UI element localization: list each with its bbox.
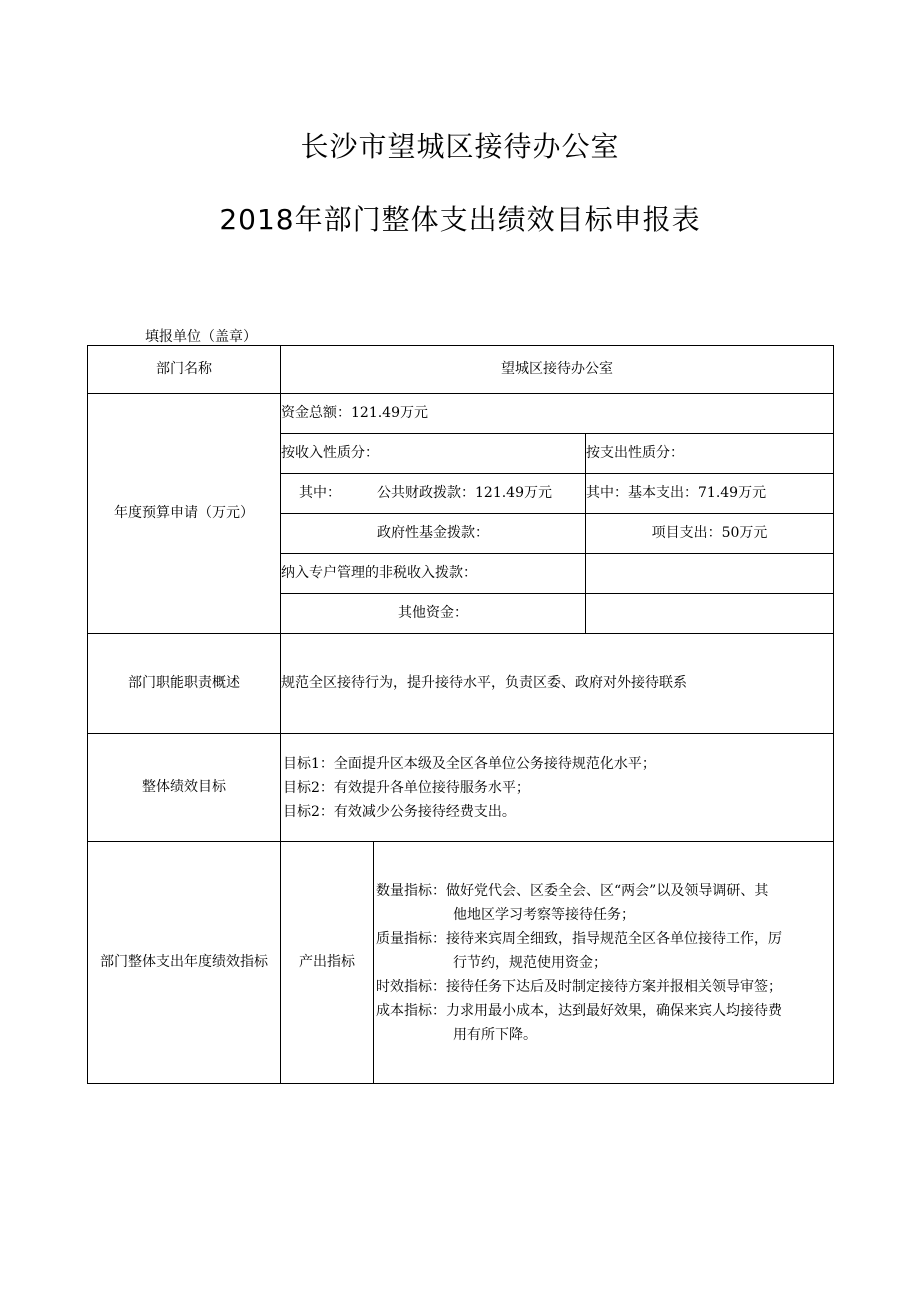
empty-cell-1 [586,554,834,594]
indicator-item-text-cont: 用有所下降。 [453,1026,537,1043]
other-funds: 其他资金： [281,594,586,634]
by-expense-label: 按支出性质分： [586,434,834,474]
by-income-label: 按收入性质分： [281,434,586,474]
indicator-item [376,975,829,999]
indicator-label: 部门整体支出年度绩效指标 [88,842,281,1084]
empty-cell-2 [586,594,834,634]
goal-list [281,734,834,842]
output-indicator-label: 产出指标 [281,842,374,1084]
performance-target-form [87,345,834,1084]
budget-label: 年度预算申请（万元） [88,394,281,634]
dept-name-label: 部门名称 [88,346,281,394]
indicator-item-label: 数量指标： [376,882,446,899]
goal-item: 目标1：全面提升区本级及全区各单位公务接待规范化水平； [283,755,656,772]
filling-unit-label: 填报单位（盖章） [145,329,257,345]
public-finance-value: 公共财政拨款：121.49万元 [377,485,552,502]
indicator-list [374,842,834,1084]
goal-item: 目标2：有效提升各单位接待服务水平； [283,779,530,796]
document-title-line1: 长沙市望城区接待办公室 [300,130,620,163]
indicator-item-label: 成本指标： [376,1002,446,1019]
indicator-item [376,927,829,975]
total-funds: 资金总额：121.49万元 [281,394,834,434]
indicator-item-text-cont: 他地区学习考察等接待任务； [453,906,635,923]
non-tax-income: 纳入专户管理的非税收入拨款： [281,554,586,594]
indicator-item-text: 接待任务下达后及时制定接待方案并报相关领导审签； [446,978,782,995]
indicator-item [376,879,829,927]
indicator-item [376,999,829,1047]
gov-fund: 政府性基金拨款： [281,514,586,554]
goal-item: 目标2：有效减少公务接待经费支出。 [283,803,516,820]
indicator-item-label: 质量指标： [376,930,446,947]
public-finance-cell [281,474,586,514]
duty-label: 部门职能职责概述 [88,634,281,734]
indicator-item-text: 接待来宾周全细致，指导规范全区各单位接待工作，厉 [446,930,782,947]
dept-name-value: 望城区接待办公室 [281,346,834,394]
goal-label: 整体绩效目标 [88,734,281,842]
indicator-item-text: 做好党代会、区委全会、区“两会”以及领导调研、其 [446,882,769,899]
document-title-line2: 2018年部门整体支出绩效目标申报表 [219,203,701,236]
of-which-label: 其中： [299,485,341,502]
indicator-item-text: 力求用最小成本，达到最好效果，确保来宾人均接待费 [446,1002,782,1019]
project-expense: 项目支出：50万元 [586,514,834,554]
duty-text: 规范全区接待行为，提升接待水平，负责区委、政府对外接待联系 [281,634,834,734]
basic-expense: 其中：基本支出：71.49万元 [586,474,834,514]
indicator-item-label: 时效指标： [376,978,446,995]
indicator-item-text-cont: 行节约，规范使用资金； [453,954,607,971]
